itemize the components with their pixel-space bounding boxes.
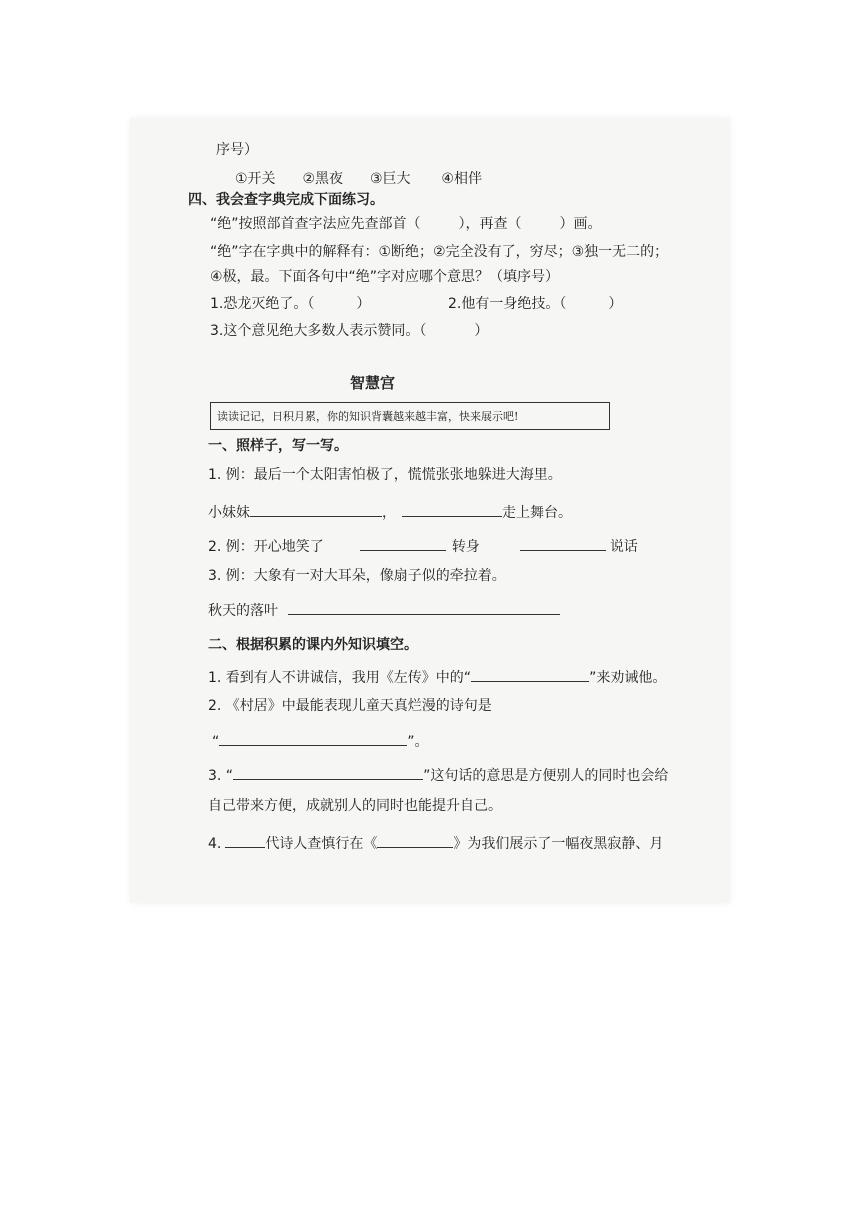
- part-a-fill-3: [208, 600, 560, 620]
- section-4-q1: [210, 295, 370, 313]
- b-q4-b: 代诗人查慎行在《: [265, 836, 378, 852]
- b-q2-a: “: [212, 734, 220, 750]
- b-q1-a: 1. 看到有人不讲诚信，我用《左传》中的“: [208, 670, 472, 686]
- part-a-example-2: [208, 536, 638, 556]
- q1-end: ）: [356, 296, 371, 312]
- ex2-text: 2. 例：开心地笑了: [208, 539, 324, 555]
- q3-end: ）: [474, 323, 489, 339]
- option-2: ②黑夜: [302, 171, 344, 187]
- blank-1a[interactable]: [250, 502, 382, 517]
- option-3: ③巨大: [369, 171, 411, 187]
- part-a-heading: 一、照样子，写一写。: [208, 438, 348, 454]
- line1-part-c: ）画。: [559, 216, 602, 232]
- section-4-heading: 四、我会查字典完成下面练习。: [188, 192, 384, 208]
- ex2-b: 转身: [451, 539, 480, 555]
- q1-text: 1.恐龙灭绝了。（: [210, 296, 315, 312]
- b-q2-b: ”。: [407, 734, 429, 750]
- wisdom-box: 读读记记，日积月累，你的知识背囊越来越丰富，快来展示吧!: [210, 402, 610, 430]
- part-b-heading: 二、根据积累的课内外知识填空。: [208, 637, 418, 653]
- part-a-example-3: 3. 例：大象有一对大耳朵，像扇子似的牵拉着。: [208, 568, 506, 584]
- blank-3[interactable]: [288, 600, 560, 615]
- blank-2b[interactable]: [520, 536, 606, 551]
- part-a-example-1: 1. 例：最后一个太阳害怕极了，慌慌张张地躲进大海里。: [208, 467, 562, 483]
- q3-text: 3.这个意见绝大多数人表示赞同。（: [210, 323, 427, 339]
- part-b-q4: [208, 833, 663, 853]
- option-4: ④相伴: [441, 171, 482, 187]
- b-q3-a: 3. “: [208, 768, 234, 784]
- fill1-c: 走上舞台。: [502, 505, 572, 521]
- section-4-line3: ④极，最。下面各句中“绝”字对应哪个意思？（填序号）: [210, 269, 560, 285]
- part-b-q3: [208, 765, 668, 785]
- b-q1-b: ”来劝诫他。: [589, 670, 667, 686]
- options-row: [235, 170, 482, 188]
- blank-1b[interactable]: [402, 502, 502, 517]
- blank-b1[interactable]: [471, 667, 589, 682]
- fill3-label: 秋天的落叶: [208, 603, 278, 619]
- part-b-q2: 2. 《村居》中最能表现儿童天真烂漫的诗句是: [208, 698, 492, 714]
- blank-2a[interactable]: [360, 536, 446, 551]
- blank-b4b[interactable]: [377, 833, 453, 848]
- part-a-fill-1: [208, 502, 572, 522]
- part-b-q1: [208, 667, 666, 687]
- blank-b2[interactable]: [219, 731, 407, 746]
- q2-end: ）: [608, 296, 623, 312]
- line1-part-a: “绝”按照部首查字法应先查部首（: [210, 216, 421, 232]
- fill1-a: 小妹妹: [208, 505, 250, 521]
- option-1: ①开关: [235, 171, 276, 187]
- ex2-c: 说话: [609, 539, 638, 555]
- part-b-q2-fill: [212, 731, 429, 751]
- blank-b3[interactable]: [233, 765, 423, 780]
- b-q4-a: 4.: [208, 836, 222, 852]
- line1-part-b: ），再查（: [458, 216, 522, 232]
- b-q4-c: 》为我们展示了一幅夜黑寂静、月: [453, 836, 664, 852]
- section-4-line2: “绝”字在字典中的解释有：①断绝；②完全没有了，穷尽；③独一无二的；: [210, 244, 669, 260]
- top-continuation: 序号）: [216, 142, 258, 158]
- section-4-q3: [210, 322, 488, 340]
- wisdom-title: 智慧宫: [350, 374, 396, 392]
- q2-text: 2.他有一身绝技。（: [448, 296, 567, 312]
- fill1-b: ，: [382, 505, 396, 521]
- b-q3-b: ”这句话的意思是方便别人的同时也会给: [423, 768, 669, 784]
- section-4-q2: [448, 295, 622, 313]
- blank-b4a[interactable]: [225, 833, 265, 848]
- part-b-q3-cont: 自己带来方便，成就别人的同时也能提升自己。: [208, 798, 502, 814]
- section-4-line1: [210, 215, 602, 233]
